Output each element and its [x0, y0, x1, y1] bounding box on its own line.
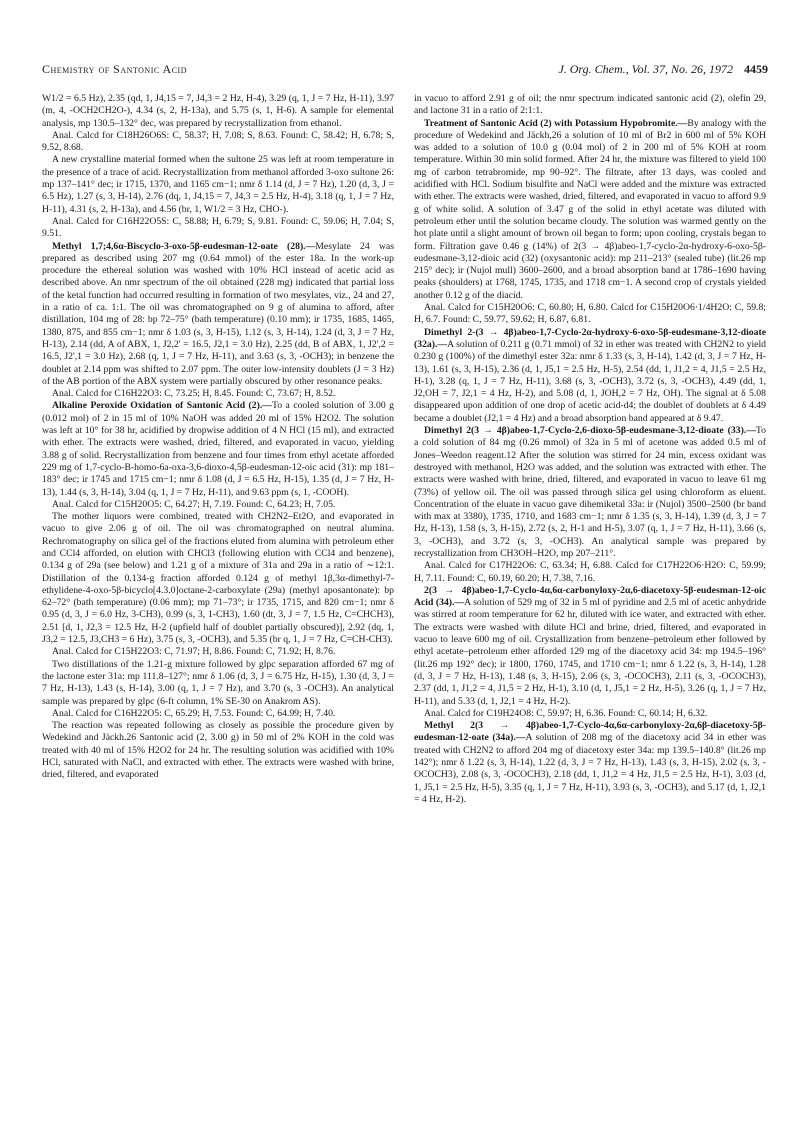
- section-heading: Dimethyl 2-(3 → 4β)abeo-1,7-Cyclo-2α-hydroxy-6-oxo-5β-eudesmane-3,12-dioate (32a).—: [414, 326, 766, 350]
- paragraph-text: Anal. Calcd for C16H22O5: C, 65.29; H, 7.53. Found: C, 64.99; H, 7.40.: [52, 707, 336, 719]
- paragraph: [42, 241, 394, 389]
- paragraph: [42, 511, 394, 646]
- paragraph: [42, 154, 394, 215]
- section-heading: Methyl 1,7;4,6α-Biscyclo-3-oxo-5β-eudesman-12-oate (28).—: [52, 240, 316, 252]
- paragraph-text: Anal. Calcd for C19H24O8: C, 59.97; H, 6.36. Found: C, 60.14; H, 6.32.: [424, 707, 708, 719]
- paragraph-text: By analogy with the procedure of Wedekind and Jäckh,26 a solution of 10 ml of Br2 in 600 ml of 5% KOH was added to a solution of 10.0 g (0.04 mol) of 2 in 200 ml of 5% KOH at room temperature. Within 30 min solid formed. After 24 hr, the mixture was filtered to yield 100 mg of carbon tetrabromide, mp 90–92°. The filtrate, after 13 days, was cooled and acidified with HCl. Sodium bisulfite and NaCl were added and the mixture was extracted with ether. The extracts were washed, dried, filtered, and evaporated in vacuo to afford 9.9 g of white solid. A solution of 3.47 g of the solid in ethyl acetate was diluted with petroleum ether until the solution became cloudy. The solution was warmed gently on the hot plate until a slight amount of brown oil began to form; upon cooling, crystals began to form. Filtration gave 0.46 g (14%) of 2(3 → 4β)abeo-1,7-cyclo-2α-hydroxy-6-oxo-5β-eudesmane-3,12-dioic acid (32) (oxysantonic acid): mp 211–213° (sealed tube) (lit.26 mp 215° dec); ir (Nujol mull) 3600–2600, and a broad absorption band at 1786–1690 having peaks (shoulders) at 1768, 1745, 1735, and 1718 cm−1. A second crop of crystals yielded another 0.12 g of the diacid.: [414, 117, 766, 301]
- paragraph-text: Anal. Calcd for C18H26O6S: C, 58.37; H, 7.08; S, 8.63. Found: C, 58.42; H, 6.78; S, 9.52, 8.68.: [42, 129, 394, 154]
- paragraph: [42, 720, 394, 781]
- paragraph-text: A new crystalline material formed when the sultone 25 was left at room temperature in the presence of a trace of acid. Recrystallization from methanol afforded 3-oxo sultone 26: mp 137–141° dec; ir 1715, 1370, and 1165 cm−1; nmr δ 1.14 (d, J = 7 Hz), 1.20 (d, 3, J = 6.5 Hz), 1.27 (s, 3, H-14), 2.76 (dq, 1, J4,15 = 7, J4,3 = 2.5 Hz, H-4), 3.18 (q, 1, J = 7 Hz, H-11), 4.31 (s, 2, H-13a), and 4.56 (br, 1, W1/2 = 3 Hz, CHO-).: [42, 154, 394, 215]
- paragraph-text: A solution of 0.211 g (0.71 mmol) of 32 in ether was treated with CH2N2 to yield 0.230 g (100%) of the dimethyl ester 32a: nmr δ 1.33 (s, 3, H-14), 1.42 (d, 3, J = 7 Hz, H-13), 1.61 (s, 3, H-15), 2.36 (d, 1, J5,1 = 2.5 Hz, H-5), 2.54 (dd, 1, J1,2 = 4, J1,5 = 2.5 Hz, H-1), 3.28 (q, 1, J = 7 Hz, H-11), 3.68 (s, 3, -OCH3), 3.72 (s, 3, -OCH3), 4.49 (dd, 1, J2,OH = 7, J2,1 = 4 Hz, H-2), and 5.08 (d, 1, JOH,2 = 7 Hz, OH). The signal at δ 5.08 disappeared upon addition of one drop of acetic acid-d4; the doublet of doublets at δ 4.49 became a doublet (J2,1 = 4 Hz) and a broad absorption band appeared at δ 9.47.: [414, 338, 766, 424]
- paragraph-text: Anal. Calcd for C17H22O6: C, 63.34; H, 6.88. Calcd for C17H22O6·H2O: C, 59.99; H, 7.11. Found: C, 60.19, 60.20; H, 7.38, 7.16.: [414, 560, 766, 584]
- section-heading: Methyl 2(3 → 4β)abeo-1,7-Cyclo-4α,6α-carbonyloxy-2α,6β-diacetoxy-5β-eudesman-12-oate (34a).—: [414, 720, 766, 744]
- paragraph: [414, 302, 766, 327]
- section-heading: Treatment of Santonic Acid (2) with Potassium Hypobromite.—: [424, 117, 688, 129]
- paragraph: [414, 93, 766, 118]
- paragraph-text: W1/2 = 6.5 Hz), 2.35 (qd, 1, J4,15 = 7, J4,3 = 2 Hz, H-4), 3.29 (q, 1, J = 7 Hz, H-11), 3.97 (m, 4, -OCH2CH2O-), 4.34 (s, 2, H-13a), and 5.75 (s, 1, H-6). A sample for elemental analysis, mp 130.5–132° dec, was prepared by recrystallization from ethanol.: [42, 93, 394, 129]
- paragraph: [42, 93, 394, 130]
- paragraph: [42, 216, 394, 241]
- paragraph-text: The mother liquors were combined, treated with CH2N2–Et2O, and evaporated in vacuo to give 2.06 g of oil. The oil was chromatographed on neutral alumina. Rechromatography on silica gel of the fractions eluted from alumina with petroleum ether and CCl4 afforded, on elution with CHCl3 (following elution with CCl4 and benzene), 0.134 g of 29a (see below) and 1.21 g of a mixture of 31a and 29a in a ratio of ∼12:1. Distillation of the 0.134-g fraction afforded 0.124 g of methyl 1β,3α-dimethyl-7-ethylidene-4-oxo-5β-bicyclo[4.3.0]octane-2-carboxylate (29a) (methyl aposantonate): bp 62–72° (bath temperature) (0.06 mm); mp 71–73°; ir 1735, 1715, and 820 cm−1; nmr δ 0.95 (d, 3, J = 6.0 Hz, 3-CH3), 0.99 (s, 3, 1-CH3), 1.60 (dt, 3, J = 7, 1.5 Hz, C=CHCH3), 2.51 [d, 1, J2,3 = 12.5 Hz, H-2 (upfield half of doublet partially obscured)], 2.92 (dq, 1, J3,2 = 12.5, J3,CH3 = 6 Hz), 3.75 (s, 3, -OCH3), and 5.35 (br q, 1, J = 7 Hz, C=CH-CH3).: [42, 511, 394, 646]
- paragraph-text: To a cold solution of 84 mg (0.26 mmol) of 32a in 5 ml of acetone was added 0.5 ml of Jones–Weedon reagent.12 After the solution was stirred for 24 min, excess oxidant was destroyed with methanol, H2O was added, and the solution was extracted with ether. The extracts were washed with brine, dried, filtered, and evaporated in vacuo to leave 61 mg (73%) of yellow oil. The oil was passed through silica gel using chloroform as eluent. Concentration of the eluate in vacuo gave dihemiketal 33a: ir (Nujol) 3500–2500 (br band with max at 3380), 1735, 1710, and 1683 cm−1; nmr δ 1.35 (s, 3, H-14), 1.39 (d, 3, J = 7 Hz, H-13), 1.58 (s, 3, H-15), 2.72 (s, 2, H-1 and H-5), 3.07 (q, 1, J = 7 Hz, H-11), 3.66 (s, 3, -OCH3), and 3.72 (s, 3, -OCH3). An analytical sample was prepared by recrystallization from CH3OH–H2O, mp 207–211°.: [414, 425, 766, 559]
- paragraph: [42, 708, 394, 720]
- paragraph-text: Anal. Calcd for C15H20O6: C, 60.80; H, 6.80. Calcd for C15H20O6·1/4H2O: C, 59.8; H, 6.7. Found: C, 59.77, 59.62; H, 6.87, 6.81.: [414, 302, 766, 326]
- paragraph-text: Mesylate 24 was prepared as described using 207 mg (0.64 mmol) of the ester 18a. In the work-up procedure the ethereal solution was washed with 10% HCl instead of acetic acid as described above. An nmr spectrum of the oil obtained (228 mg) indicated that partial loss of the ketal function had occurred resulting in formation of two mesylates, viz., 24 and 27, in a ratio of ca. 1:1. The oil was chromatographed on 9 g of alumina to afford, after distillation, 104 mg of 28: bp 72–75° (bath temperature) (0.10 mm); ir 1735, 1685, 1465, 1380, 875, and 855 cm−1; nmr δ 1.03 (s, 3, H-15), 1.12 (s, 3, H-14), 1.24 (d, 3, J = 7 Hz, H-13), 2.14 (dd, A of ABX, 1, J2,2' = 16.5, J2,1 = 3.0 Hz), 2.25 (dd, B of ABX, 1, J2',2 = 16.5, J2',1 = 3.0 Hz), 2.68 (q, 1, J = 7 Hz, H-11), and 3.63 (s, 3, -OCH3); in benzene the doublet at 2.14 ppm was shifted to 2.07 ppm. The outer low-intensity doublets (J = 3 Hz) of the AB portion of the ABX system were partially obscured by other resonance peaks.: [42, 240, 394, 387]
- paragraph: [42, 499, 394, 511]
- right-column: [414, 93, 766, 1108]
- section-heading: Dimethyl 2(3 → 4β)abeo-1,7-Cyclo-2,6-dioxo-5β-eudesmane-3,12-dioate (33).—: [424, 425, 756, 437]
- paragraph-text: Anal. Calcd for C16H22O5S: C, 58.88; H, 6.79; S, 9.81. Found: C, 59.06; H, 7.04; S, 9.51.: [42, 215, 394, 240]
- paragraph: [414, 118, 766, 302]
- paragraph-text: Anal. Calcd for C15H22O3: C, 71.97; H, 8.86. Found: C, 71.92; H, 8.76.: [52, 646, 336, 658]
- paragraph-text: A solution of 529 mg of 32 in 5 ml of pyridine and 2.5 ml of acetic anhydride was stirred at room temperature for 62 hr, diluted with ice water, and extracted with ether. The extracts were washed with dilute HCl and brine, dried, filtered, and evaporated in vacuo to leave 600 mg of oil. Crystallization from benzene–petroleum ether followed by ethyl acetate–petroleum ether afforded 129 mg of the diacetoxy acid 34: mp 194.5–196° (lit.26 mp 192° dec); ir 1800, 1760, 1745, and 1710 cm−1; nmr δ 1.22 (s, 3, H-14), 1.28 (d, 3, J = 7 Hz, H-13), 1.48 (s, 3, H-15), 2.06 (s, 3, -OCOCH3), 2.11 (s, 3, -OCOCH3), 2.37 (dd, 1, J1,2 = 4, J1,5 = 2 Hz, H-1), 3.10 (d, 1, J5,1 = 2 Hz, H-5), 3.26 (q, 1, J = 7 Hz, H-11), and 5.33 (d, 1, J2,1 = 4 Hz, H-2).: [414, 597, 766, 707]
- paragraph-text: Two distillations of the 1.21-g mixture followed by glpc separation afforded 67 mg of the lactone ester 31a: mp 111.8–127°; nmr δ 1.06 (d, 3, J = 6.75 Hz, H-15), 1.30 (d, 3, J = 7 Hz, H-13), 1.43 (s, H-14), 3.00 (q, 1, J = 7 Hz), and 3.70 (s, 3 -OCH3). An analytical sample was prepared by glpc (6-ft column, 1% SE-30 on Anakrom AS).: [42, 658, 394, 707]
- paragraph: [42, 646, 394, 658]
- section-heading: Alkaline Peroxide Oxidation of Santonic Acid (2).—: [52, 400, 272, 412]
- page-number: 4459: [744, 62, 768, 76]
- running-title: Chemistry of Santonic Acid: [42, 62, 187, 76]
- paragraph: [42, 400, 394, 498]
- paragraph: [414, 327, 766, 425]
- journal-name: J. Org. Chem., Vol. 37, No. 26, 1972: [558, 62, 733, 76]
- paragraph: [414, 708, 766, 720]
- running-header: [42, 60, 768, 78]
- paragraph: [414, 720, 766, 806]
- paragraph: [414, 425, 766, 560]
- paragraph: [414, 585, 766, 708]
- paragraph: [414, 560, 766, 585]
- paragraph-text: The reaction was repeated following as closely as possible the procedure given by Wedekind and Jäckh.26 Santonic acid (2, 3.00 g) in 50 ml of 2% KOH in the cold was treated with 40 ml of 15% H2O2 for 24 hr. The resulting solution was acidified with 10% HCl, saturated with NaCl, and extracted with ether. The extracts were washed with brine, dried, filtered, and evaporated: [42, 720, 394, 781]
- paragraph-text: Anal. Calcd for C16H22O3: C, 73.25; H, 8.45. Found: C, 73.67; H, 8.52.: [52, 388, 336, 400]
- paragraph-text: To a cooled solution of 3.00 g (0.012 mol) of 2 in 15 ml of 10% NaOH was added 20 ml of 15% H2O2. The solution was left at 10° for 38 hr, acidified by dropwise addition of 4 N HCl (15 ml), and extracted with ether. The extracts were washed, dried, filtered, and evaporated in vacuo, yielding 3.88 g of solid. Recrystallization from benzene and four times from ethyl acetate afforded 229 mg of 1,7-cyclo-B-homo-6a-oxa-3,6-dioxo-4,5β-eudesman-12-oic acid (31): mp 181–183° dec; ir 1745 and 1715 cm−1; nmr δ 1.08 (d, J = 6.5 Hz, H-15), 1.35 (d, J = 7 Hz, H-13), 1.44 (s, 3, H-14), 3.04 (q, 1, J = 7 Hz, H-11), and 9.63 ppm (s, 1, -COOH).: [42, 400, 394, 498]
- paragraph-text: A solution of 208 mg of the diacetoxy acid 34 in ether was treated with CH2N2 to afford 204 mg of diacetoxy ester 34a: mp 139.5–140.8° (lit.26 mp 142°); nmr δ 1.22 (s, 3, H-14), 1.22 (d, 3, J = 7 Hz, H-13), 1.43 (s, 3, H-15), 2.02 (s, 3, -OCOCH3), 2.08 (s, 3, -OCOCH3), 2.18 (dd, 1, J1,2 = 4 Hz, J1,5 = 2.5 Hz, H-1), 3.03 (d, 1, J5,1 = 2.5 Hz, H-5), 3.35 (q, 1, J = 7 Hz, H-11), 3.93 (s, 3, -OCH3), and 5.17 (d, 1, J2,1 = 4 Hz, H-2).: [414, 732, 766, 805]
- paragraph: [42, 130, 394, 155]
- journal-citation: [558, 60, 768, 78]
- paragraph-text: in vacuo to afford 2.91 g of oil; the nmr spectrum indicated santonic acid (2), olefin 29, and lactone 31 in a ratio of 2:1:1.: [414, 93, 766, 117]
- paragraph: [42, 659, 394, 708]
- section-heading: 2(3 → 4β)abeo-1,7-Cyclo-4α,6α-carbonyloxy-2α,6-diacetoxy-5β-eudesman-12-oic Acid (34).—: [414, 584, 766, 609]
- paragraph: [42, 388, 394, 400]
- left-column: [42, 93, 394, 1108]
- paragraph-text: Anal. Calcd for C15H20O5: C, 64.27; H, 7.19. Found: C, 64.23; H, 7.05.: [52, 498, 336, 510]
